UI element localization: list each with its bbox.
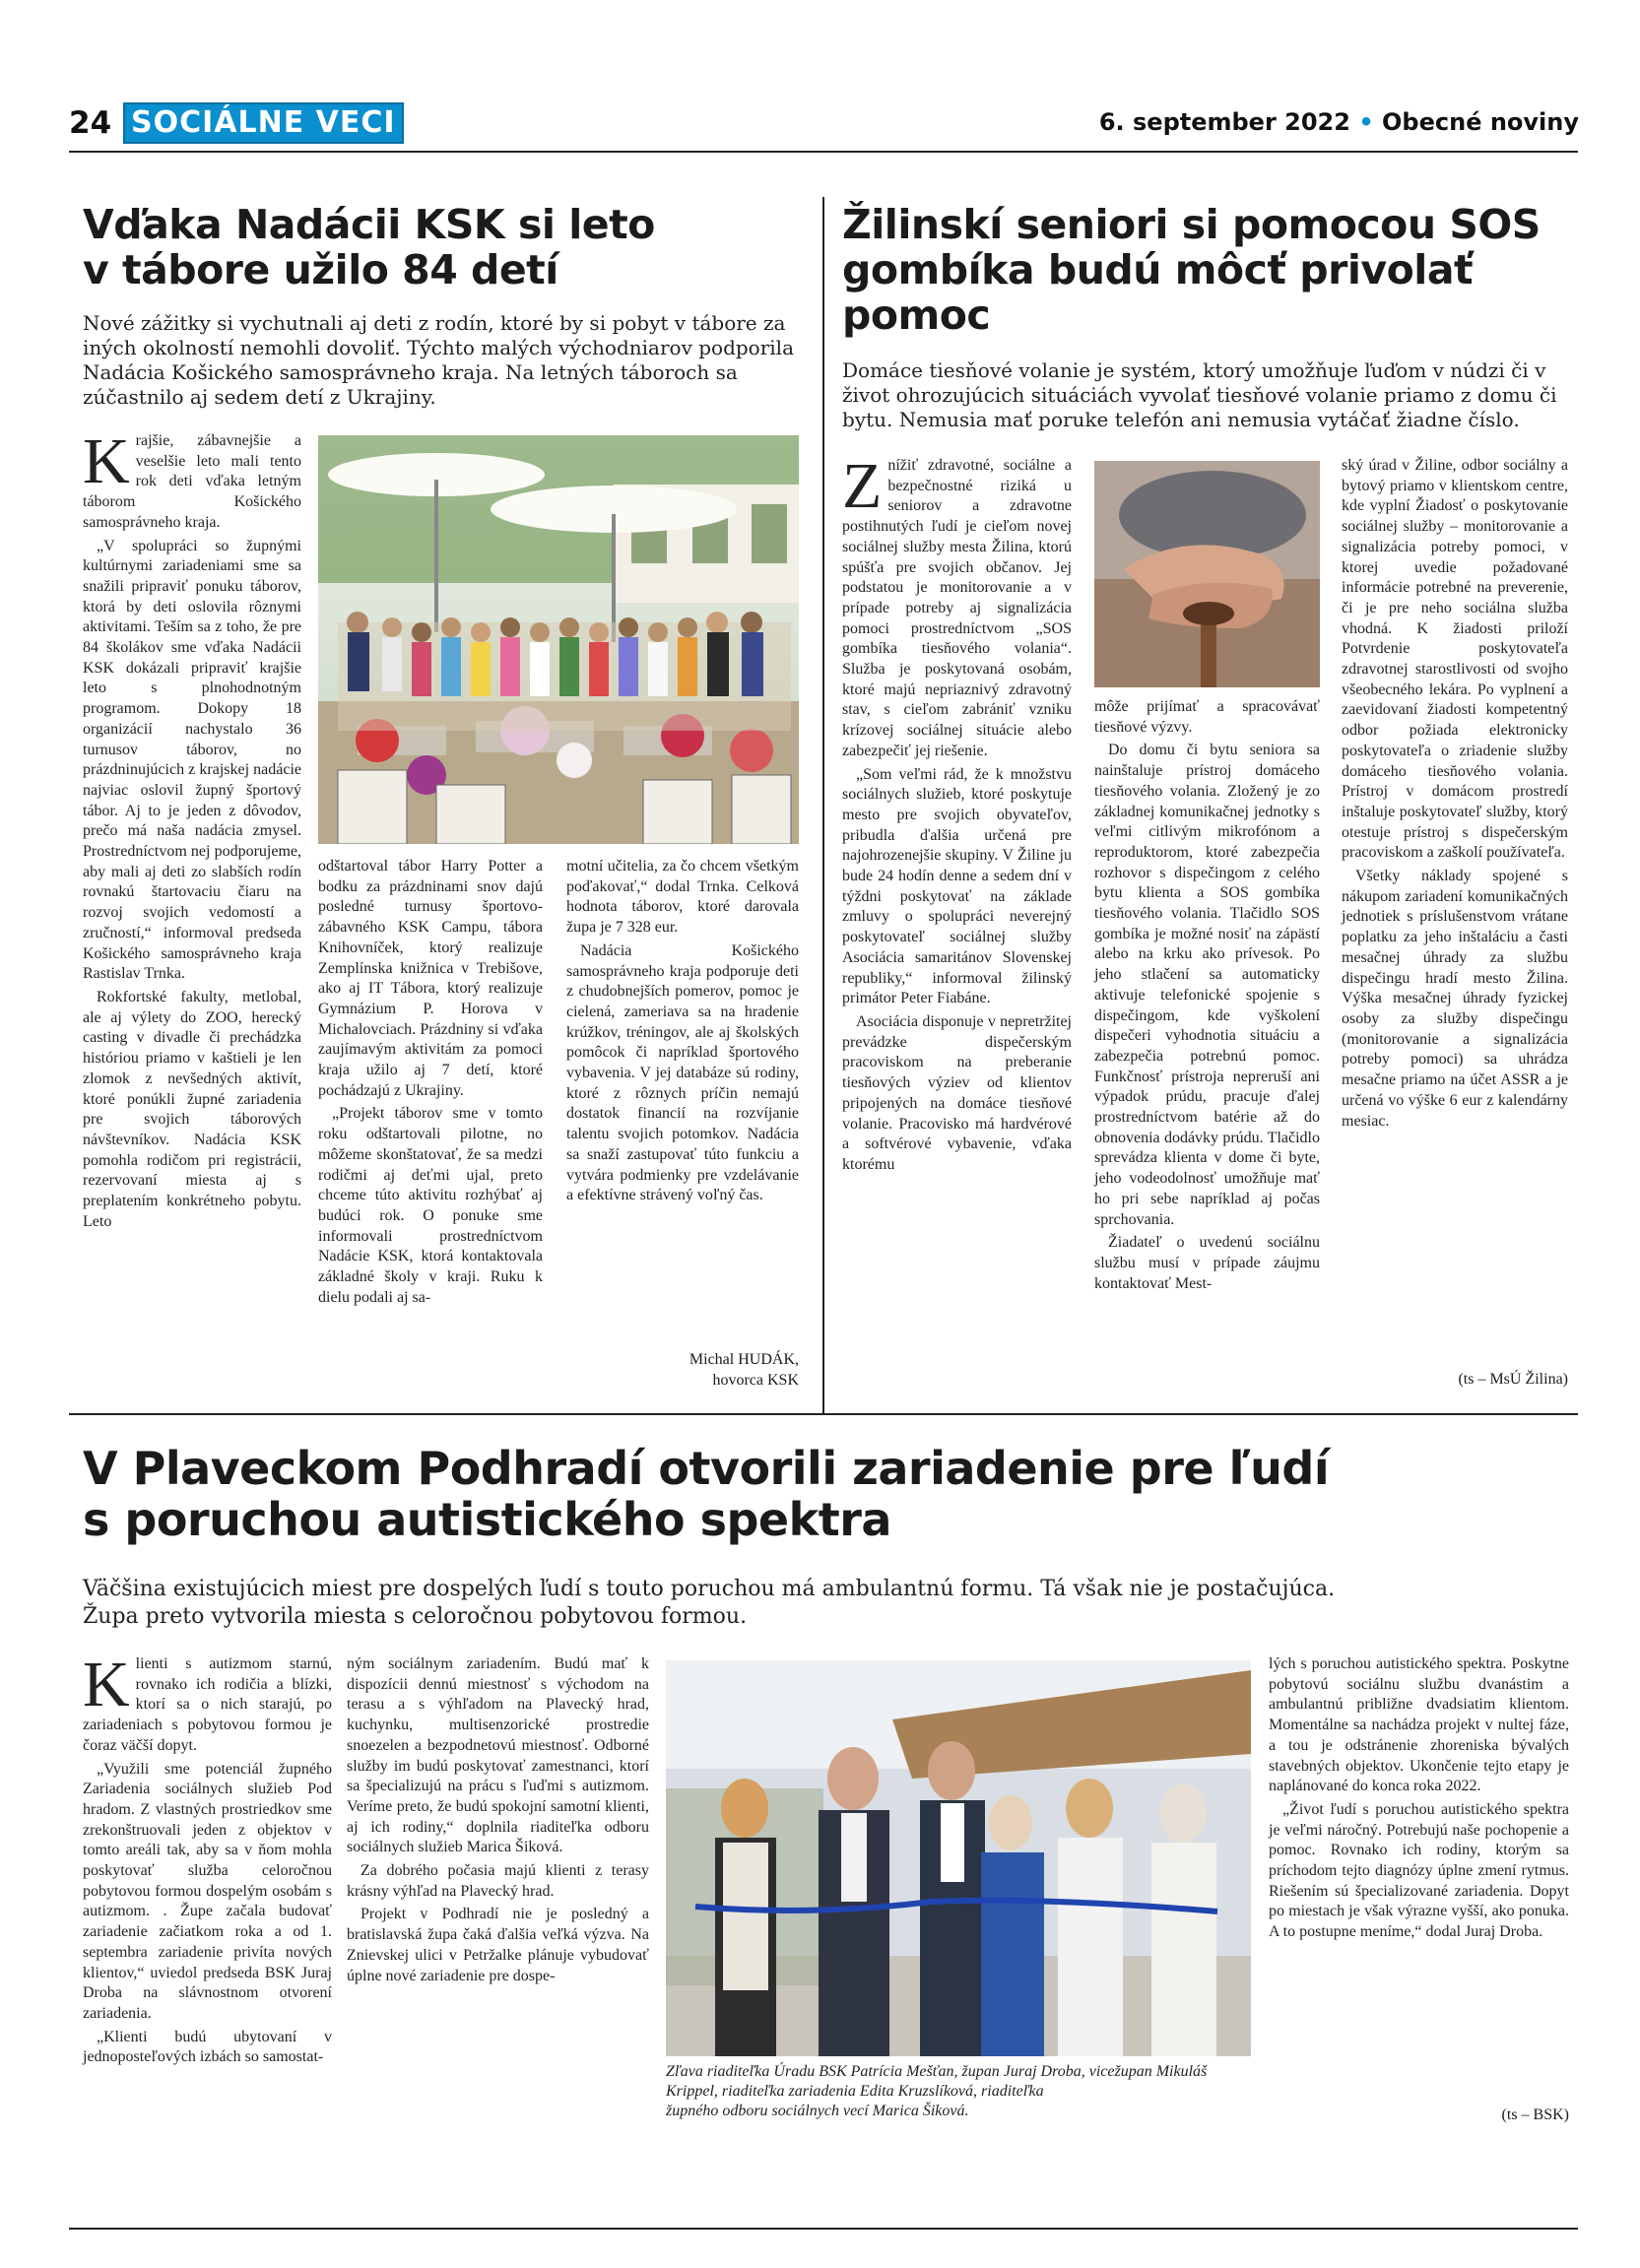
article2-title: Žilinskí seniori si pomocou SOS gombíka budú môcť privolať pomoc: [842, 201, 1541, 339]
footer-rule: [69, 2228, 1578, 2230]
article1-lead: Nové zážitky si vychutnali aj deti z rodín, ktoré by si pobyt v tábore za iných okolností nemohli dovoliť. Týchto malých východniarov podporila Nadácia Košického samosprávneho kraja. Na letných táboroch sa zúčastnilo aj sedem detí z Ukrajiny.: [83, 311, 795, 409]
article3-col4: lých s poruchou autistického spektra. Poskytne pobytovú sociálnu službu dvanástim a ambulantnú približne dvadsiatim klientom. Momentálne sa nachádza projekt v nultej fáze, a tou je odstránenie zhoreniska bývalých stavebných objektov. Ukončenie tejto etapy je naplánované do konca roka 2022. „Život ľudí s poruchou autistického spektra je veľmi náročný. Potrebujú naše pochopenie a pomoc. Rovnako ich rodiny, ktorým sa príchodom tejto diagnózy úplne zmení rytmus. Riešením sú špecializované zariadenia. Dopyt po miestach je však výrazne vyšší, ako ponuka. A to postupne meníme,“ dodal Juraj Droba.: [1269, 1655, 1569, 1941]
article3-signature: (ts – BSK): [1501, 2106, 1569, 2123]
article1-col2: odštartoval tábor Harry Potter a bodku za prázdninami snov dajú posledné turnusy športovo-zábavného KSK Campu, tábora Knihovníček, ktorý realizuje Zemplínska knižnica v Trebišove, ako aj IT Tábora, ktorý realizuje Gymnázium P. Horova v Michalovciach. Prázdniny si vďaka zaujímavým aktivitám za pomoci kraja užilo aj 7 detí, ktoré pochádzajú z Ukrajiny. „Projekt táborov sme v tomto roku odštartovali pilotne, no môžeme skonštatovať, že sa medzi rodičmi aj deťmi ujal, preto chceme túto aktivitu rozhýbať aj budúci rok. O ponuke sme informovali prostredníctvom Nadácie KSK, ktorá kontaktovala základné školy v kraji. Ruku k dielu podali aj sa-: [318, 858, 543, 1306]
publication-name: Obecné noviny: [1382, 108, 1579, 136]
column-divider: [822, 197, 824, 1413]
article3-col1: Klienti s autizmom starnú, rovnako ich rodičia a blízki, ktorí sa o nich starajú, po zariadeniach s pobytovou formou je čoraz väčší dopyt. „Využili sme potenciál župného Zariadenia sociálnych služieb Pod hradom. Z vlastných prostriedkov sme zrekonštruovali jeden z objektov v tomto areáli tak, aby sa v ňom mohla poskytovať služba celoročnou pobytovou formou dospelým osobám s autizmom. . Župe začala budovať zariadenie začiatkom roka a od 1. septembra zariadenie privíta nových klientov,“ uviedol predseda BSK Juraj Droba na slávnostnom otvorení zariadenia. „Klienti budú ubytovaní v jednoposteľových izbách so samostat-: [83, 1649, 332, 2066]
article1-title: Vďaka Nadácii KSK si leto v tábore užilo 84 detí: [83, 201, 655, 293]
article1-col3: motní učitelia, za čo chcem všetkým poďakovať,“ dodal Trnka. Celková hodnota táborov, ktoré darovala župa je 7 328 eur. Nadácia Košického samosprávneho kraja podporuje deti z chudobnejších pomerov, pomoc je cielená, zameriava sa na hradenie krúžkov, tréningov, ale aj školských pomôcok či napríklad športového vybavenia. V jej databáze sú rodiny, ktoré z rôznych príčin nemajú dostatok financií na rozvíjanie talentu svojich potomkov. Nadácia sa snaží zastupovať túto funkciu a vytvára podmienky pre vzdelávanie a efektívne strávený voľný čas.: [566, 858, 799, 1204]
summer-camp-photo: [318, 435, 799, 844]
senior-hands-photo: [1094, 461, 1320, 687]
article3-lead: Väčšina existujúcich miest pre dospelých ľudí s touto poruchou má ambulantnú formu. Tá však nie je postačujúca. Župa preto vytvorila miesta s celoročnou pobytovou formou.: [83, 1577, 1336, 1629]
article2-lead: Domáce tiesňové volanie je systém, ktorý umožňuje ľuďom v núdzi či v život ohrozujúcich situáciách vyvolať tiesňové volanie priamo z domu či bytu. Nemusia mať poruke telefón ani nemusia vytáčať žiadne číslo.: [842, 358, 1557, 431]
article2-col2: môže prijímať a spracovávať tiesňové výzvy. Do domu či bytu seniora sa nainštaluje prístroj domáceho tiesňového volania. Zložený je zo základnej komunikačnej jednotky s veľmi citlivým mikrofónom a reproduktorom, ktoré zabezpečia rozhovor s dispečingom z celého bytu klienta a SOS gombíka tiesňového volania. Tlačidlo SOS gombíka je možné nosiť na zápästí alebo na krku ako prívesok. Po jeho stlačení sa automaticky aktivuje telefonické spojenie s dispečingom, kde vyškolení dispečeri vyhodnotia situáciu a zabezpečia potrebnú pomoc. Funkčnosť prístroja nepreruší ani výpadok prúdu, pracuje ďalej prostredníctvom batérie až do obnovenia dodávky prúdu. Tlačidlo sprevádza klienta v dome či byte, jeho vodeodolnosť umožňuje mať ho pri sebe napríklad aj počas sprchovania. Žiadateľ o uvedenú sociálnu službu musí v prípade záujmu kontaktovať Mest-: [1094, 698, 1320, 1292]
article3-title: V Plaveckom Podhradí otvorili zariadenie pre ľudí s poruchou autistického spektra: [83, 1442, 1330, 1546]
photo-caption: Zľava riaditeľka Úradu BSK Patrícia Mešťan, župan Juraj Droba, vicežupan Mikuláš Krippel, riaditeľka zariadenia Edita Kruzslíková, riaditeľka župného odboru sociálnych vecí Marica Šiková.: [666, 2063, 1208, 2119]
dropcap: Z: [842, 450, 883, 522]
article2-signature: (ts – MsÚ Žilina): [1458, 1371, 1568, 1388]
issue-date: 6. september 2022: [1098, 108, 1350, 136]
dropcap: K: [83, 425, 130, 497]
section-rule: [69, 1413, 1578, 1415]
header-rule: [69, 151, 1578, 153]
ribbon-cutting-photo: [666, 1660, 1251, 2056]
dropcap: K: [83, 1649, 130, 1720]
page-number: 24: [69, 105, 112, 141]
article2-col3: ský úrad v Žiline, odbor sociálny a bytový priamo v klientskom centre, kde vyplní Žiadosť o poskytovanie sociálnej služby – monitorovanie a signalizácia potreby pomoci, v ktorej uvedie požadované informácie potrebné na preverenie, či je pre neho sociálna služba vhodná. K žiadosti priloží Potvrdenie poskytovateľa zdravotnej starostlivosti od svojho všeobecného lekára. Po vyplnení a zaevidovaní žiadosti kompetentný odbor požiada elektronicky poskytovateľa o zriadenie služby domáceho tiesňového volania. Prístroj v domácom prostredí inštaluje poskytovateľ služby, ktorý otestuje prístroj s dispečerským pracoviskom a zaškolí používateľa. Všetky náklady spojené s nákupom zariadení komunikačných jednotiek s príslušenstvom vrátane poplatku za jeho inštaláciu a časti mesačnej úhrady za službu dispečingu hradí mesto Žilina. Výška mesačnej úhrady fyzickej osoby za služby dispečingu (monitorovanie a signalizácia potreby pomoci) sa uhrádza mesačne priamo na účet ASSR a je určená vo výške 6 eur z kalendárny mesiac.: [1342, 457, 1568, 1130]
section-label: SOCIÁLNE VECI: [123, 102, 404, 144]
separator-dot: •: [1358, 108, 1374, 136]
article1-col1: Krajšie, zábavnejšie a veselšie leto mali tento rok deti vďaka letným táborom Košického samosprávneho kraja. „V spolupráci so župnými kultúrnymi zariadeniami sme sa snažili pripraviť ponuku táborov, ktorá by deti oslovila rôznymi aktivitami. Teším sa z toho, že pre 84 školákov sme vďaka Nadácii KSK dokázali pripraviť krajšie leto s plnohodnotným programom. Dokopy 18 organizácií nachystalo 36 turnusov táborov, no prázdninujúcich z krajskej nadácie najviac oslovil župný športový tábor. Aj to je jeden z dôvodov, prečo má naša nadácia zmysel. Prostredníctvom nej podporujeme, aby mali aj deti zo slabších rodín rovnakú štartovaciu čiaru na rozvoj svojich vedomostí a zručností,“ informoval predseda Košického samosprávneho kraja Rastislav Trnka. Rokfortské fakulty, metlobal, ale aj výlety do ZOO, herecký casting v divadle či prechádzka históriou priamo v kaštieli je len zlomok z nevšedných aktivít, ktoré ponúkli župné zariadenia pre svojich táborových návštevníkov. Nadácia KSK pomohla rodičom pri registrácii, rezervovaní miesta aj s preplatením konkrétneho pobytu. Leto: [83, 425, 301, 1230]
article3-col2: ným sociálnym zariadením. Budú mať k dispozícii dennú miestnosť s východom na terasu a s výhľadom na Plavecký hrad, kuchynku, multisenzorické prostredie snoezelen a bezpodnetovú miestnosť. Odborné služby im budú poskytovať zamestnanci, ktorí sa špecializujú na prácu s ľuďmi s autizmom. Veríme preto, že budú spokojní samotní klienti, aj ich rodiny,“ doplnila riaditeľka odboru sociálnych služieb Marica Šiková. Za dobrého počasia majú klienti z terasy krásny výhľad na Plavecký hrad. Projekt v Podhradí nie je posledný a bratislavská župa čaká ďalšia veľká výzva. Na Znievskej ulici v Petržalke plánuje vybudovať úplne nové zariadenie pre dospe-: [347, 1655, 649, 1984]
issue-info: [1099, 108, 1579, 136]
article2-col1: Znížiť zdravotné, sociálne a bezpečnostné riziká u seniorov a zdravotne postihnutých ľudí je cieľom novej sociálnej služby mesta Žilina, ktorú spúšťa pre svojich občanov. Jej podstatou je monitorovanie a v prípade potreby aj signalizácia pomoci prostredníctvom „SOS gombíka tiesňového volania“. Služba je poskytovaná osobám, ktoré majú nepriaznivý zdravotný stav, s cieľom zabrániť vzniku krízovej sociálnej situácie alebo zabezpečiť jej riešenie. „Som veľmi rád, že k množstvu sociálnych služieb, ktoré poskytuje mesto pre svojich obyvateľov, pribudla ďalšia určená pre najohrozenejšie skupiny. V Žiline ju bude 24 hodín denne a sedem dní v týždni poskytovať na základe zmluvy o spolupráci neverejný poskytovateľ sociálnej služby Asociácia samaritánov Slovenskej republiky,“ informoval žilinský primátor Peter Fiabáne. Asociácia disponuje v nepretržitej prevádzke dispečerským pracoviskom na preberanie tiesňových výziev od klientov pripojených na domáce tiesňové volanie. Pracovisko má hardvérové a softvérové vybavenie, vďaka ktorému: [842, 450, 1072, 1173]
article1-signature: Michal HUDÁK, hovorca KSK: [689, 1351, 799, 1389]
